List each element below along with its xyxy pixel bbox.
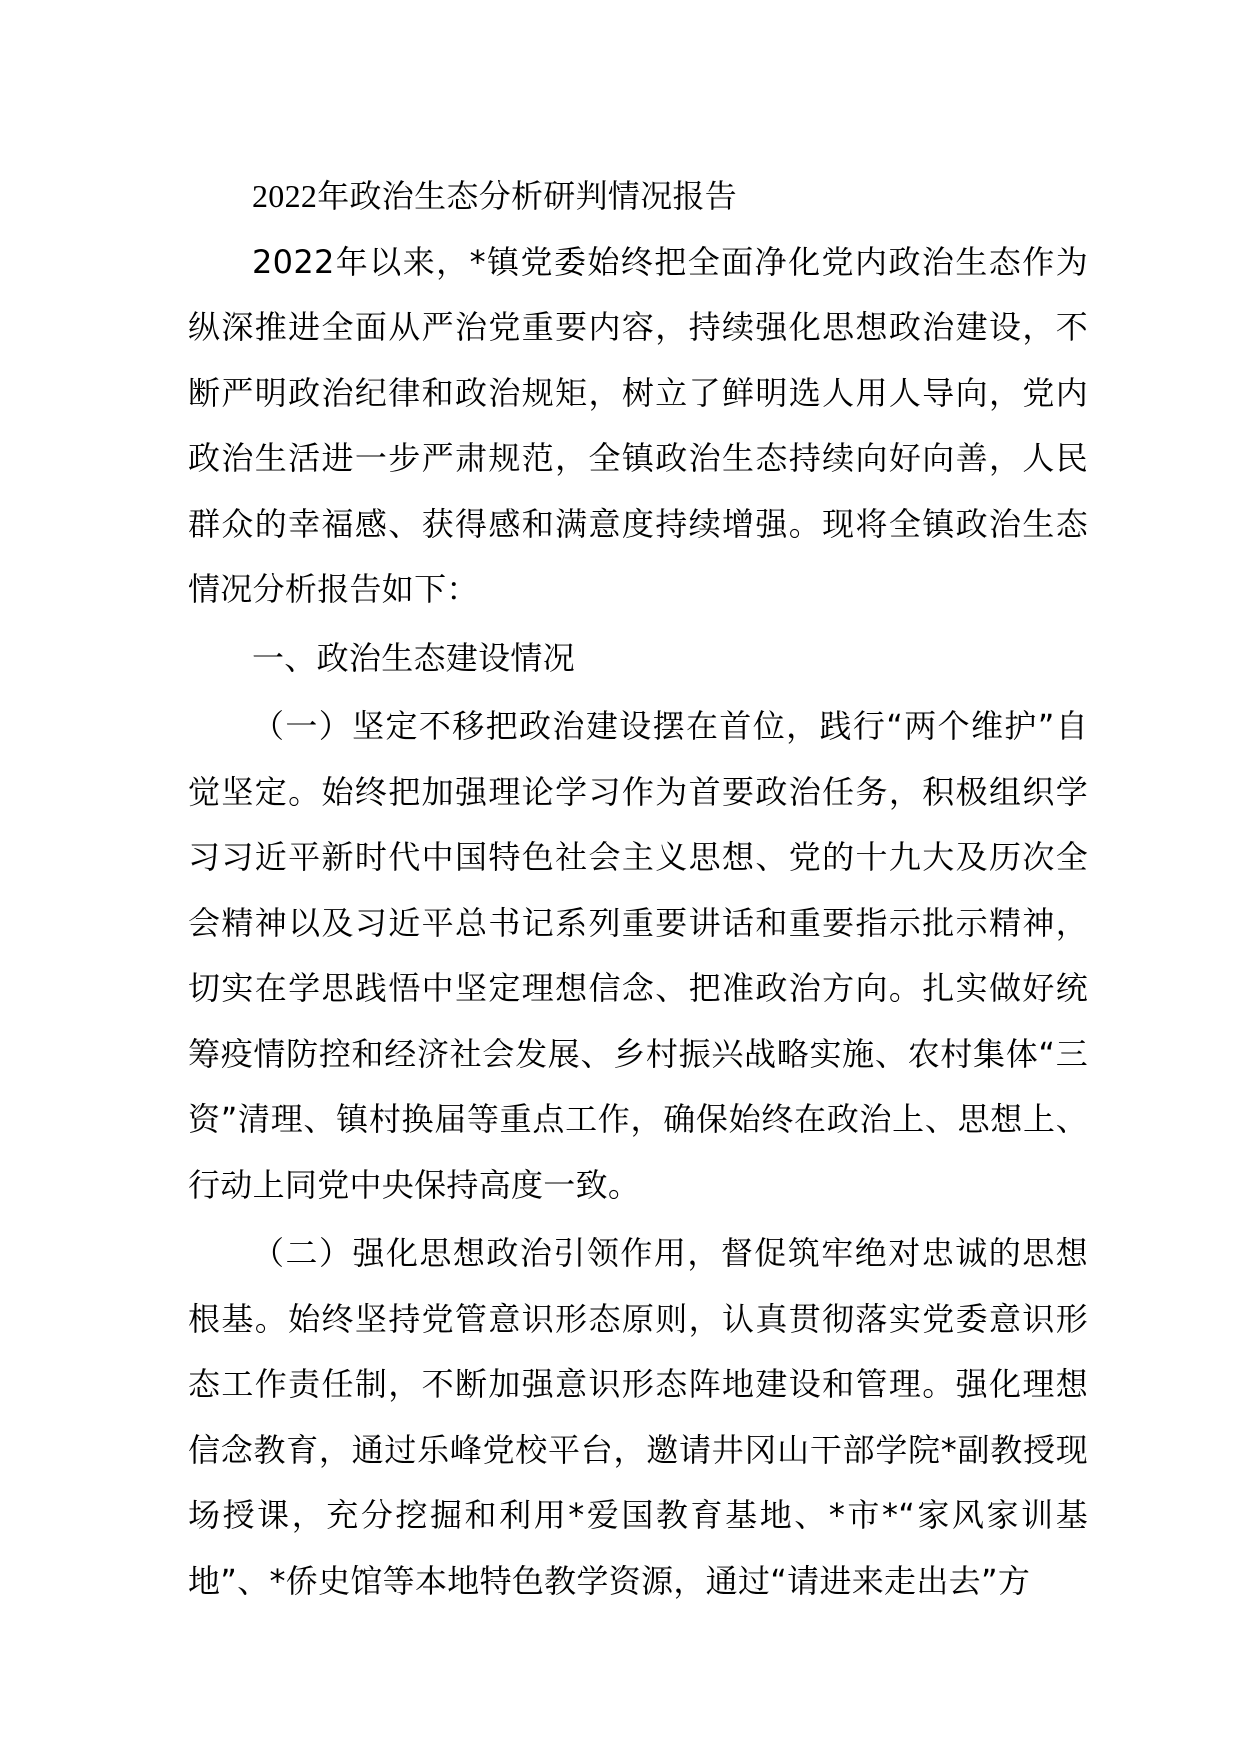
section-heading-1: 一、政治生态建设情况 <box>252 638 576 677</box>
document-title: 2022年政治生态分析研判情况报告 <box>252 178 738 214</box>
subsection-paragraph-1: （一）坚定不移把政治建设摆在首位，践行“两个维护”自觉坚定。始终把加强理论学习作为首要政治任务，积极组织学习习近平新时代中国特色社会主义思想、党的十九大及历次全会精神以及习近平总书记系列重要讲话和重要指示批示精神，切实在学思践悟中坚定理想信念、把准政治方向。扎实做好统筹疫情防控和经济社会发展、乡村振兴战略实施、农村集体“三资”清理、镇村换届等重点工作，确保始终在政治上、思想上、行动上同党中央保持高度一致。 <box>188 707 1088 1204</box>
subsection-paragraph-2: （二）强化思想政治引领作用，督促筑牢绝对忠诚的思想根基。始终坚持党管意识形态原则，认真贯彻落实党委意识形态工作责任制，不断加强意识形态阵地建设和管理。强化理想信念教育，通过乐峰党校平台，邀请井冈山干部学院*副教授现场授课，充分挖掘和利用*爱国教育基地、*市*“家风家训基地”、*侨史馆等本地特色教学资源，通过“请进来走出去”方 <box>188 1234 1088 1600</box>
intro-paragraph: 2022年以来，*镇党委始终把全面净化党内政治生态作为纵深推进全面从严治党重要内容，持续强化思想政治建设，不断严明政治纪律和政治规矩，树立了鲜明选人用人导向，党内政治生活进一步严肃规范，全镇政治生态持续向好向善，人民群众的幸福感、获得感和满意度持续增强。现将全镇政治生态情况分析报告如下： <box>188 242 1088 608</box>
document-body <box>188 164 1088 1614</box>
